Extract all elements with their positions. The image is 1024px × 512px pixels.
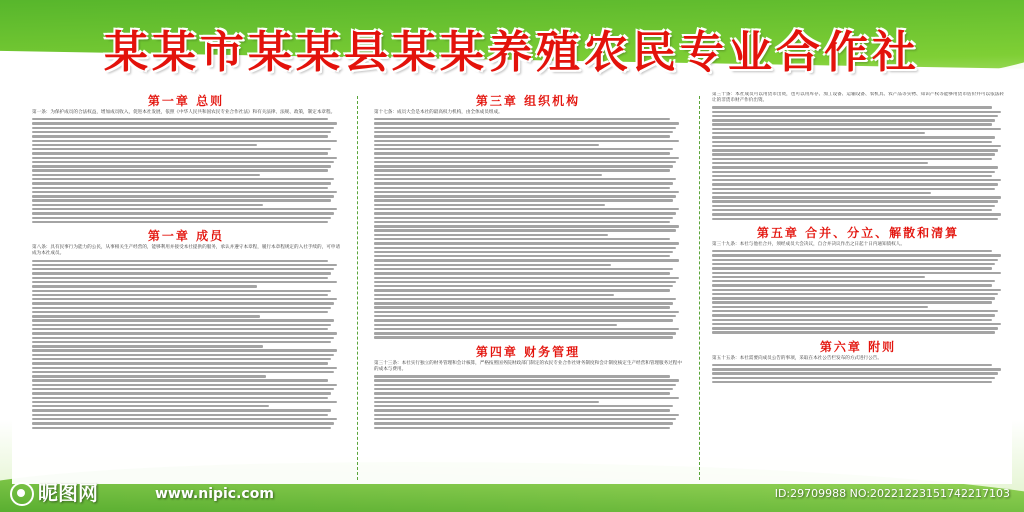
text-line: [32, 148, 331, 150]
text-line: [712, 284, 992, 286]
text-line: [32, 362, 328, 364]
text-line: [32, 388, 334, 390]
text-line: [374, 324, 617, 326]
nipic-logo: [10, 477, 98, 507]
text-line: [374, 294, 614, 296]
text-line: [374, 152, 670, 154]
text-line: [374, 388, 673, 390]
text-line: [712, 293, 998, 295]
text-line: [374, 409, 670, 411]
chapter-text-block: [32, 118, 340, 223]
text-line: [32, 174, 260, 176]
column-2: [374, 92, 682, 484]
text-line: [712, 209, 992, 211]
chapter-text-block: [712, 250, 1004, 334]
text-line: [374, 264, 611, 266]
text-line: [32, 221, 328, 223]
text-line: [32, 337, 334, 339]
column-divider: [357, 96, 358, 480]
text-line: [712, 276, 925, 278]
text-line: [374, 392, 670, 394]
text-line: [712, 319, 992, 321]
text-line: [712, 280, 995, 282]
text-line: [32, 302, 334, 304]
text-line: [32, 260, 328, 262]
content-panel: [12, 92, 1012, 484]
text-line: [712, 115, 998, 117]
text-line: [32, 384, 337, 386]
text-line: [374, 289, 670, 291]
text-line: [32, 277, 328, 279]
text-line: [32, 307, 331, 309]
text-line: [374, 135, 670, 137]
text-line: [32, 268, 334, 270]
text-line: [32, 157, 337, 159]
text-line: [712, 218, 998, 220]
text-line: [374, 306, 670, 308]
text-line: [32, 294, 328, 296]
text-line: [374, 319, 673, 321]
text-line: [32, 118, 328, 120]
text-line: [32, 169, 328, 171]
text-line: [32, 152, 328, 154]
chapter-excerpt: 第一条：为保护成员的合法权益，增加成员收入，促进本社发展，依照《中华人民共和国农民专业合作社法》和有关法律、法规、政策，制定本章程。: [32, 110, 336, 115]
text-line: [32, 199, 331, 201]
text-line: [374, 379, 679, 381]
text-line: [712, 166, 998, 168]
text-line: [374, 144, 599, 146]
text-line: [374, 422, 673, 424]
text-line: [374, 375, 670, 377]
text-line: [712, 141, 992, 143]
text-line: [712, 301, 992, 303]
text-line: [32, 165, 331, 167]
text-line: [712, 132, 925, 134]
text-line: [712, 128, 1001, 130]
text-line: [712, 162, 928, 164]
text-line: [712, 323, 1001, 325]
text-line: [32, 324, 331, 326]
text-line: [32, 122, 337, 124]
text-line: [712, 205, 995, 207]
chapter-heading: 第三章 组织机构: [475, 94, 581, 108]
text-line: [32, 379, 328, 381]
nipic-logo-icon: [10, 482, 34, 506]
chapter-text-block: [374, 375, 682, 429]
text-line: [374, 336, 673, 338]
text-line: [374, 255, 670, 257]
text-line: [712, 149, 998, 151]
text-line: [374, 315, 676, 317]
text-line: [374, 140, 679, 142]
text-line: [32, 358, 331, 360]
text-line: [32, 418, 337, 420]
text-line: [712, 297, 995, 299]
text-line: [374, 418, 676, 420]
text-line: [712, 289, 1001, 291]
text-line: [374, 131, 673, 133]
text-line: [374, 311, 679, 313]
text-line: [32, 161, 334, 163]
text-line: [32, 409, 331, 411]
text-line: [374, 169, 670, 171]
text-line: [374, 247, 676, 249]
chapter-text-block: [374, 118, 682, 339]
text-line: [374, 229, 676, 231]
text-line: [32, 187, 328, 189]
text-line: [374, 191, 679, 193]
text-line: [374, 302, 673, 304]
text-line: [32, 178, 334, 180]
nipic-logo-text: 昵图网: [38, 480, 98, 505]
text-line: [712, 310, 998, 312]
text-line: [32, 290, 331, 292]
text-line: [712, 175, 992, 177]
text-line: [374, 234, 608, 236]
text-line: [374, 259, 679, 261]
text-line: [374, 332, 676, 334]
text-line: [374, 242, 679, 244]
text-line: [32, 345, 263, 347]
chapter-excerpt: 第五十五条：本社需要向成员公告的事项，采取在本社公告栏发布的方式进行公告。: [712, 355, 882, 361]
text-line: [32, 208, 337, 210]
text-line: [32, 195, 334, 197]
text-line: [712, 368, 1001, 370]
text-line: [712, 192, 931, 194]
text-line: [374, 238, 670, 240]
text-line: [712, 213, 1001, 215]
text-line: [712, 200, 998, 202]
text-line: [374, 397, 679, 399]
text-line: [374, 401, 599, 403]
text-line: [374, 225, 679, 227]
text-line: [374, 251, 673, 253]
text-line: [712, 259, 998, 261]
chapter-text-block: [712, 364, 1004, 384]
text-line: [32, 414, 328, 416]
text-line: [32, 375, 266, 377]
text-line: [374, 187, 670, 189]
text-line: [712, 254, 1001, 256]
nipic-url: www.nipic.com: [155, 486, 274, 502]
text-line: [374, 178, 676, 180]
text-line: [712, 119, 995, 121]
text-line: [712, 267, 992, 269]
chapter-excerpt: 第三十条：本社成员可以用货币出资，也可以用库存、加工设备、运输设备、农机具、农产品等实物、知识产权等能够用货币估价并可以依法转让的非货币财产作价出资。: [712, 92, 1004, 104]
text-line: [374, 148, 673, 150]
chapter-text-block: [712, 106, 1004, 220]
text-line: [32, 367, 337, 369]
text-line: [374, 272, 670, 274]
column-divider: [699, 96, 700, 480]
text-line: [374, 328, 679, 330]
text-line: [32, 264, 337, 266]
text-line: [32, 144, 257, 146]
text-line: [32, 349, 337, 351]
text-line: [712, 272, 1001, 274]
text-line: [32, 140, 337, 142]
text-line: [712, 377, 995, 379]
text-line: [712, 158, 992, 160]
text-line: [712, 136, 995, 138]
text-line: [374, 277, 679, 279]
text-line: [712, 171, 995, 173]
text-line: [374, 161, 676, 163]
text-line: [32, 397, 328, 399]
chapter-heading: 第四章 财务管理: [475, 344, 581, 359]
text-line: [32, 127, 334, 129]
text-line: [374, 122, 679, 124]
text-line: [374, 268, 673, 270]
text-line: [374, 118, 670, 120]
text-line: [712, 263, 995, 265]
text-line: [712, 188, 995, 190]
text-line: [374, 414, 679, 416]
text-line: [374, 204, 605, 206]
text-line: [712, 111, 1001, 113]
text-line: [374, 298, 676, 300]
text-line: [374, 285, 673, 287]
text-line: [712, 331, 995, 333]
text-line: [712, 153, 995, 155]
text-line: [32, 311, 328, 313]
chapter-heading: 第一章 成员: [147, 229, 225, 244]
text-line: [374, 221, 670, 223]
text-line: [374, 217, 673, 219]
text-line: [374, 212, 676, 214]
text-line: [32, 371, 334, 373]
text-line: [32, 422, 334, 424]
text-line: [32, 135, 328, 137]
text-line: [32, 204, 263, 206]
chapter-excerpt: 第八条：具有民事行为能力的公民，从事相关生产经营的，能够利用并接受本社提供的服务，承认并遵守本章程，履行本章程规定的入社手续的，可申请成为本社成员。: [32, 245, 340, 257]
text-line: [712, 364, 992, 366]
text-line: [32, 182, 331, 184]
text-line: [374, 281, 676, 283]
chapter-heading: 第六章 附则: [819, 339, 897, 354]
column-1: [32, 92, 340, 484]
text-line: [32, 281, 337, 283]
text-line: [712, 179, 1001, 181]
text-line: [32, 427, 331, 429]
text-line: [712, 314, 995, 316]
text-line: [32, 354, 334, 356]
text-line: [374, 182, 673, 184]
text-line: [374, 427, 670, 429]
text-line: [32, 217, 331, 219]
board-title: 某某市某某县某某养殖农民专业合作社: [104, 27, 920, 78]
text-line: [712, 381, 992, 383]
chapter-heading: 第一章 总则: [147, 94, 225, 108]
chapter-excerpt: 第三十九条：本社与他社合并，须经成员大会决议，自合并决议作出之日起十日内通知债权人。: [712, 242, 905, 247]
text-line: [712, 306, 928, 308]
text-line: [32, 319, 334, 321]
text-line: [32, 341, 331, 343]
text-line: [32, 191, 337, 193]
text-line: [374, 174, 602, 176]
text-line: [374, 157, 679, 159]
text-line: [374, 208, 679, 210]
text-line: [32, 285, 257, 287]
text-line: [32, 131, 331, 133]
text-line: [374, 127, 676, 129]
text-line: [712, 250, 992, 252]
text-line: [32, 392, 331, 394]
text-line: [712, 327, 998, 329]
text-line: [32, 332, 337, 334]
text-line: [712, 196, 1001, 198]
chapter-text-block: [32, 260, 340, 429]
text-line: [374, 195, 676, 197]
text-line: [374, 405, 673, 407]
text-line: [712, 106, 992, 108]
text-line: [374, 165, 673, 167]
chapter-excerpt: 第三十三条：本社实行独立的财务管理和会计核算，严格按照国务院财政部门制定的农民专业合作社财务制度和会计制度核定生产经营和管理服务过程中的成本与费用。: [374, 360, 682, 373]
text-line: [32, 328, 328, 330]
text-line: [32, 212, 334, 214]
text-line: [374, 384, 676, 386]
chapter-heading: 第五章 合并、分立、解散和清算: [756, 226, 960, 240]
text-line: [32, 272, 331, 274]
column-3: [712, 92, 1004, 484]
text-line: [374, 199, 673, 201]
text-line: [712, 123, 992, 125]
text-line: [712, 183, 998, 185]
text-line: [32, 405, 269, 407]
text-line: [32, 401, 337, 403]
text-line: [32, 298, 337, 300]
chapter-excerpt: 第十七条：成员大会是本社的最高权力机构，由全体成员组成。: [374, 110, 503, 115]
text-line: [32, 315, 260, 317]
text-line: [712, 372, 998, 374]
image-id-watermark: ID:29709988 NO:20221223151742217103: [774, 487, 1010, 500]
text-line: [712, 145, 1001, 147]
